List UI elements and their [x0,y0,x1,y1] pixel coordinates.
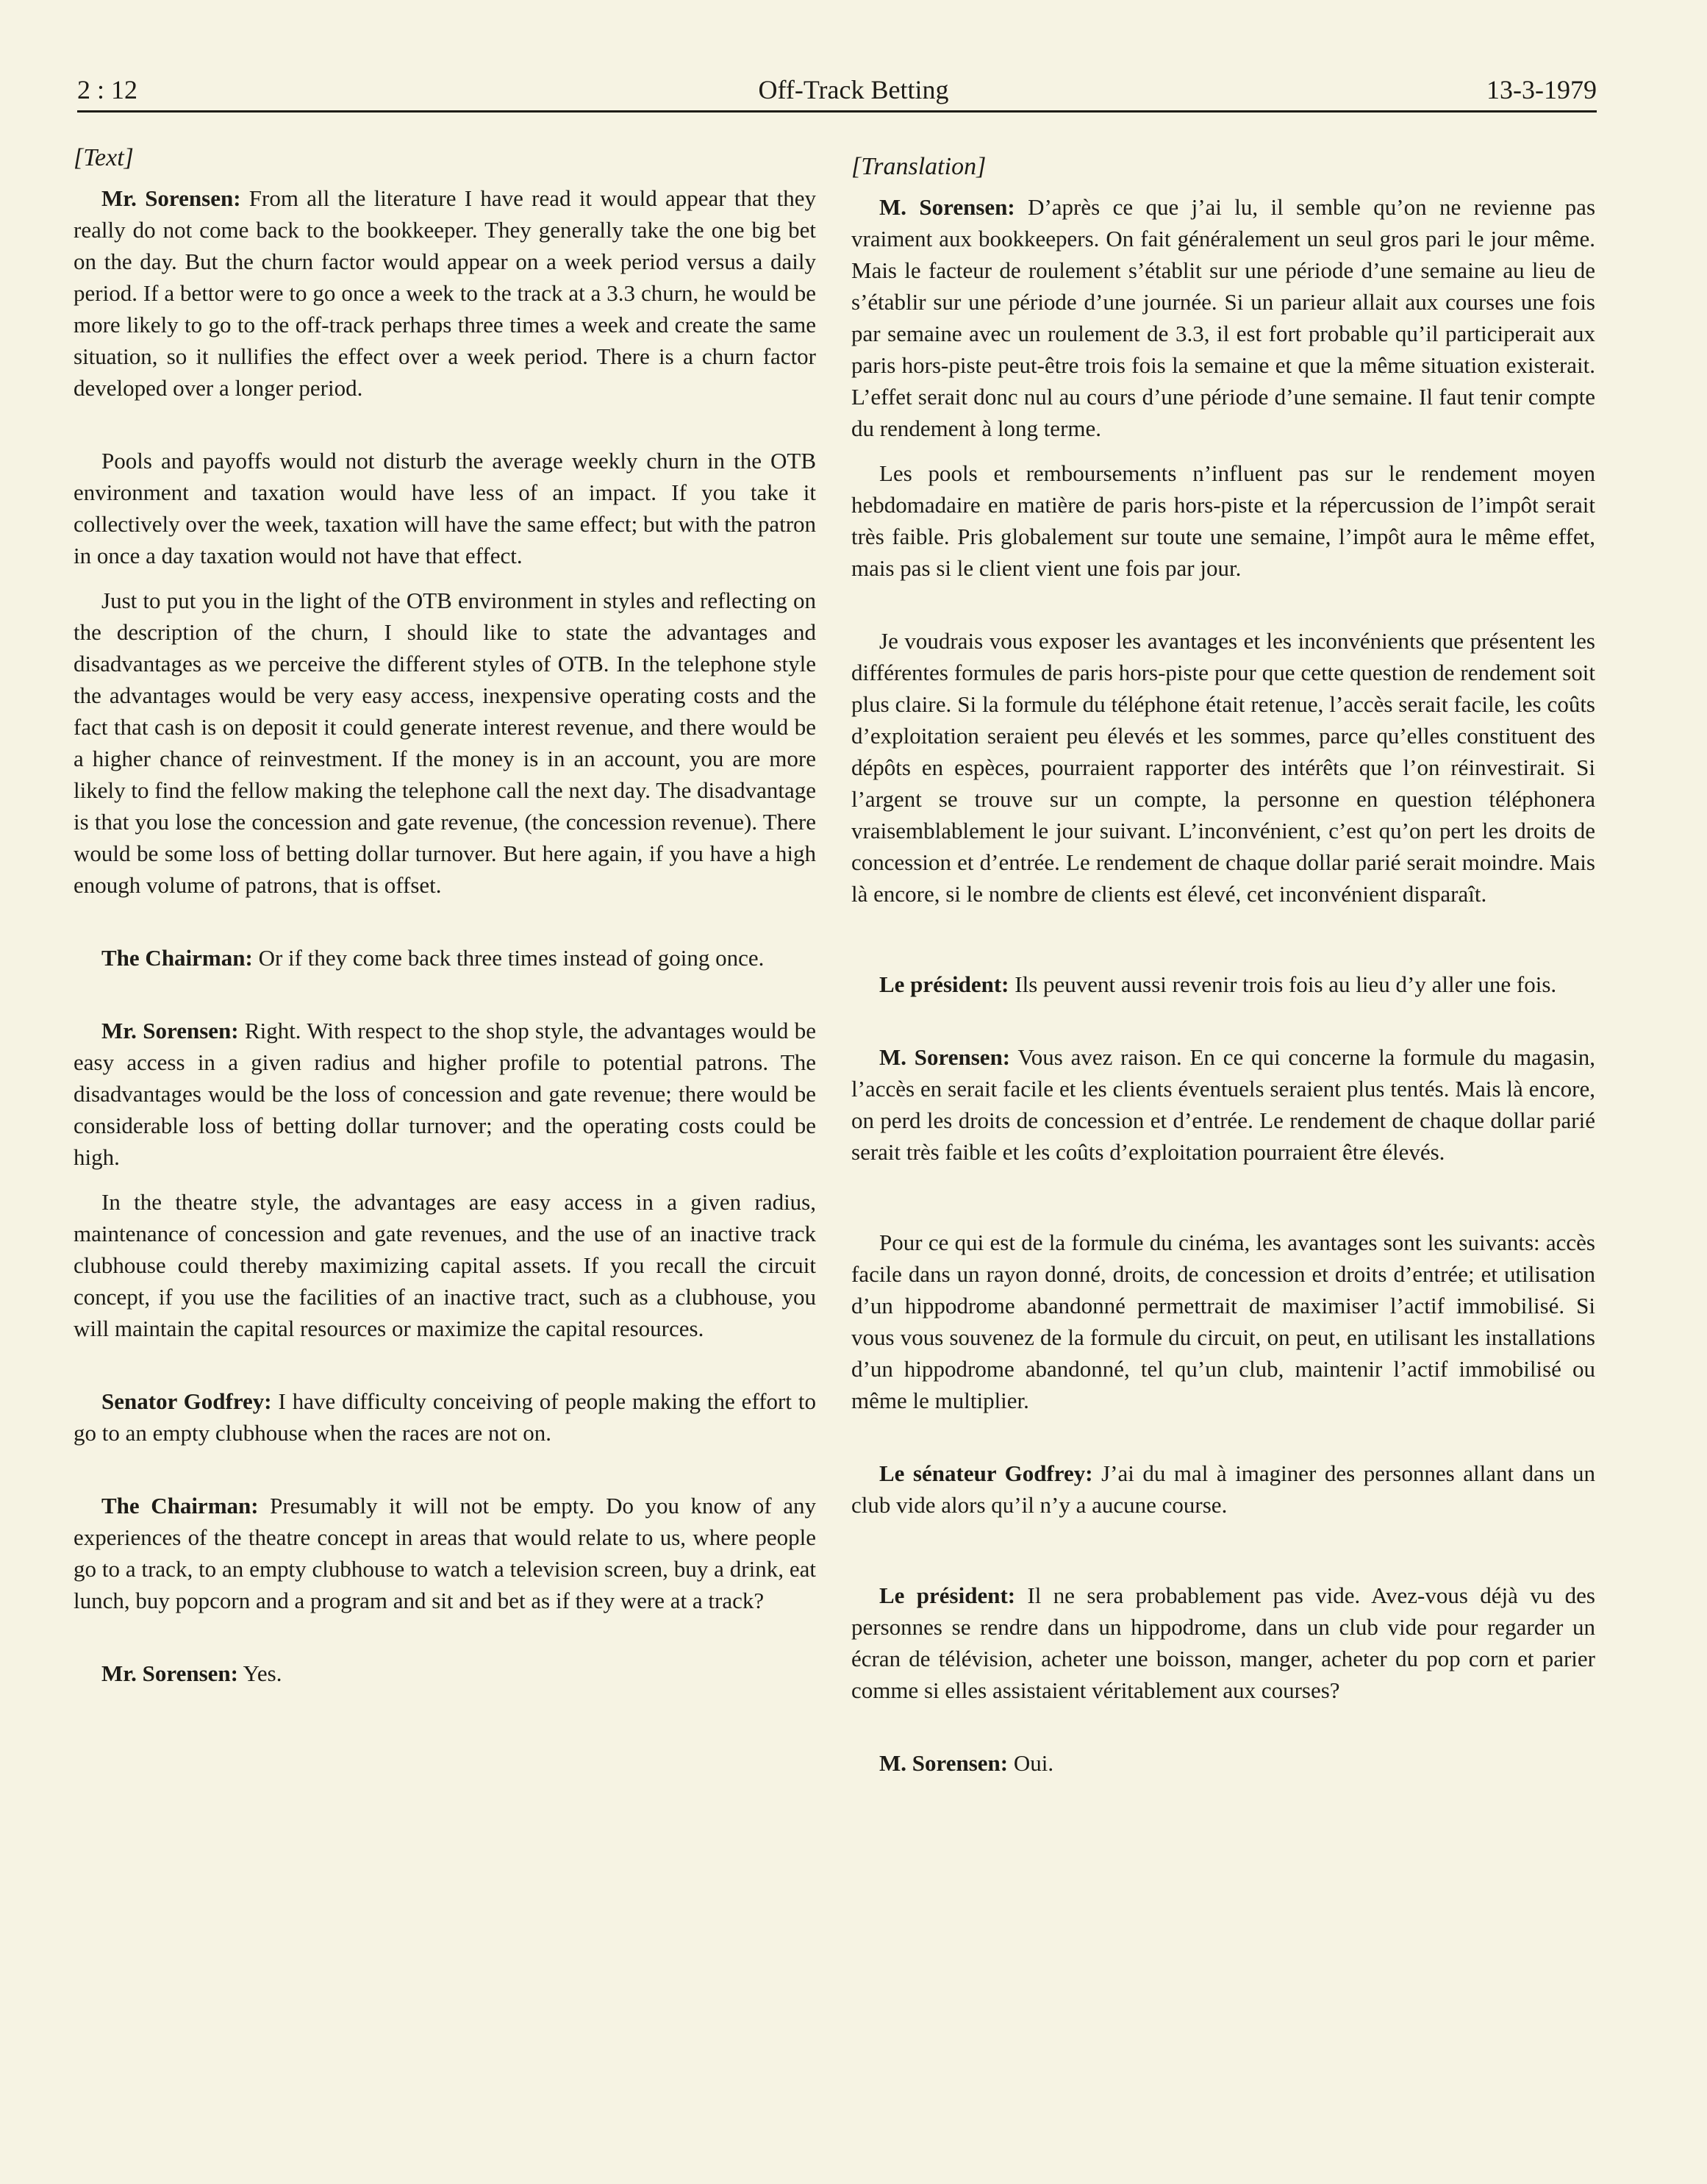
paragraph [851,1747,1595,1779]
paragraph [74,585,816,901]
paragraph [74,1385,816,1449]
english-column [74,141,816,1689]
paragraph-text: Right. With respect to the shop style, the advantages would be easy access in a given radius and higher profile to potential patrons. The disadvantages would be the loss of concession and gate revenue; there would be considerable loss of betting dollar turnover; and the operating costs could be high. [74,1018,816,1170]
paragraph [851,968,1595,1000]
speaker-name: M. Sorensen: [879,1750,1009,1776]
paragraph [74,1657,816,1689]
paragraph-text: From all the literature I have read it would appear that they really do not come back to the bookkeeper. They generally take the one big bet on the day. But the churn factor would appear on a week period versus a daily period. If a bettor were to go once a week to the track at a 3.3 churn, he would be more likely to go to the off-track perhaps three times a week and create the same situation, so it nullifies the effect over a week period. There is a churn factor developed over a longer period. [74,185,817,401]
paragraph [74,182,816,404]
paragraph-text: Oui. [1008,1750,1054,1776]
paragraph-text: Les pools et remboursements n’influent pas sur le rendement moyen hebdomadaire en matière de paris hors-piste et la répercussion de l’impôt serait très faible. Pris globalement sur toute une semaine, l’impôt aura le même effet, mais pas si le client vient une fois par jour. [851,460,1595,581]
paragraph-text: Je voudrais vous exposer les avantages et les inconvénients que présentent les différentes formules de paris hors-piste pour que cette question de rendement soit plus claire. Si la formule du téléphone était retenue, l’accès serait facile, les coûts d’exploitation seraient peu élevés et les sommes, parce qu’elles constituent des dépôts en espèces, pourraient rapporter des intérêts que l’on réinvestirait. Si l’argent se trouve sur un compte, la personne en question téléphonera vraisemblablement le jour suivant. L’inconvénient, c’est qu’on pert les droits de concession et d’entrée. Le rendement de chaque dollar parié serait moindre. Mais là encore, si le nombre de clients est élevé, cet inconvénient disparaît. [851,628,1595,907]
speaker-name: The Chairman: [101,945,253,971]
paragraph [851,457,1595,584]
paragraph [851,1457,1595,1521]
paragraph [74,1186,816,1344]
paragraph-text: Ils peuvent aussi revenir trois fois au lieu d’y aller une fois. [1009,971,1557,997]
speaker-name: Mr. Sorensen: [101,1660,238,1686]
speaker-name: Senator Godfrey: [101,1388,272,1414]
speaker-name: The Chairman: [101,1493,259,1519]
paragraph [74,445,816,571]
header-date: 13-3-1979 [1486,75,1597,104]
paragraph-text: D’après ce que j’ai lu, il semble qu’on ne revienne pas vraiment aux bookkeepers. On fait généralement un seul gros pari le jour même. Mais le facteur de roulement s’établit sur une période d’une semaine au lieu de s’établir sur une période d’une journée. Si un parieur allait aux courses une fois par semaine avec un roulement de 3.3, il est fort probable qu’il participerait aux paris hors-piste peut-être trois fois la semaine et que la même situation existerait. L’effet serait donc nul au cours d’une période d’une semaine. Il faut tenir compte du rendement à long terme. [851,194,1596,441]
paragraph-text: Pools and payoffs would not disturb the average weekly churn in the OTB environment and taxation would have less of an impact. If you take it collectively over the week, taxation will have the same effect; but with the patron in once a day taxation would not have that effect. [74,448,817,568]
speaker-name: Le président: [879,971,1009,997]
paragraph [851,1227,1595,1416]
paragraph-text: Il ne sera probablement pas vide. Avez-vous déjà vu des personnes se rendre dans un hippodrome, dans un club vide pour regarder un écran de télévision, acheter une boisson, manger, acheter du pop corn et parier comme si elles assistaient véritablement aux courses? [851,1582,1595,1703]
speaker-name: Le sénateur Godfrey: [879,1460,1093,1486]
french-column [851,141,1595,1779]
header-rule [77,110,1597,113]
paragraph [851,1041,1595,1168]
column-label-text: [Text] [74,144,134,171]
paragraph [74,942,816,974]
paragraph-text: Or if they come back three times instead of going once. [252,945,765,971]
paragraph [851,625,1595,910]
paragraph-text: Pour ce qui est de la formule du cinéma, les avantages sont les suivants: accès facile dans un rayon donné, droits, de concession et droits d’entrée; et utilisation d’un hippodrome abandonné permettrait de maximiser l’actif immobilisé. Si vous vous souvenez de la formule du circuit, on peut, en utilisant les installations d’un hippodrome abandonné, tel qu’un club, maintenir l’actif immobilisé ou même le multiplier. [851,1230,1595,1413]
paragraph-text: Presumably it will not be empty. Do you know of any experiences of the theatre concept in areas that would relate to us, where people go to a track, to an empty clubhouse to watch a television screen, buy a drink, eat lunch, buy popcorn and a program and sit and bet as if they were at a track? [74,1493,816,1613]
paragraph [851,191,1595,444]
paragraph-text: I have difficulty conceiving of people making the effort to go to an empty clubhouse when the races are not on. [74,1388,816,1446]
speaker-name: Le président: [879,1582,1016,1608]
paragraph [74,1015,816,1173]
paragraph-text: In the theatre style, the advantages are easy access in a given radius, maintenance of concession and gate revenues, and the use of an inactive track clubhouse could thereby maximizing capital assets. If you recall the circuit concept, if you use the facilities of an inactive tract, such as a clubhouse, you will maintain the capital resources or maximize the capital resources. [74,1189,816,1341]
speaker-name: M. Sorensen: [879,1044,1011,1070]
speaker-name: Mr. Sorensen: [101,1018,239,1043]
paragraph-text: J’ai du mal à imaginer des personnes allant dans un club vide alors qu’il n’y a aucune course. [851,1460,1595,1518]
column-label-translation: [Translation] [851,153,987,180]
page-number: 2 : 12 [77,75,138,104]
paragraph [74,1490,816,1616]
speaker-name: M. Sorensen: [879,194,1015,220]
paragraph [851,1580,1595,1706]
paragraph-text: Vous avez raison. En ce qui concerne la formule du magasin, l’accès en serait facile et les clients éventuels seraient plus tentés. Mais là encore, on perd les droits de concession et d’entrée. Le rendement de chaque dollar parié serait très faible et les coûts d’exploitation pourraient être élevés. [851,1044,1596,1165]
running-title: Off-Track Betting [758,75,949,104]
speaker-name: Mr. Sorensen: [101,185,241,211]
paragraph-text: Yes. [238,1660,282,1686]
paragraph-text: Just to put you in the light of the OTB environment in styles and reflecting on the description of the churn, I should like to state the advantages and disadvantages as we perceive the different styles of OTB. In the telephone style the advantages would be very easy access, inexpensive operating costs and the fact that cash is on deposit it could generate interest revenue, and there would be a higher chance of reinvestment. If the money is in an account, you are more likely to find the fellow making the telephone call the next day. The disadvantage is that you lose the concession and gate revenue, (the concession revenue). There would be some loss of betting dollar turnover. But here again, if you have a high enough volume of patrons, that is offset. [74,588,816,898]
